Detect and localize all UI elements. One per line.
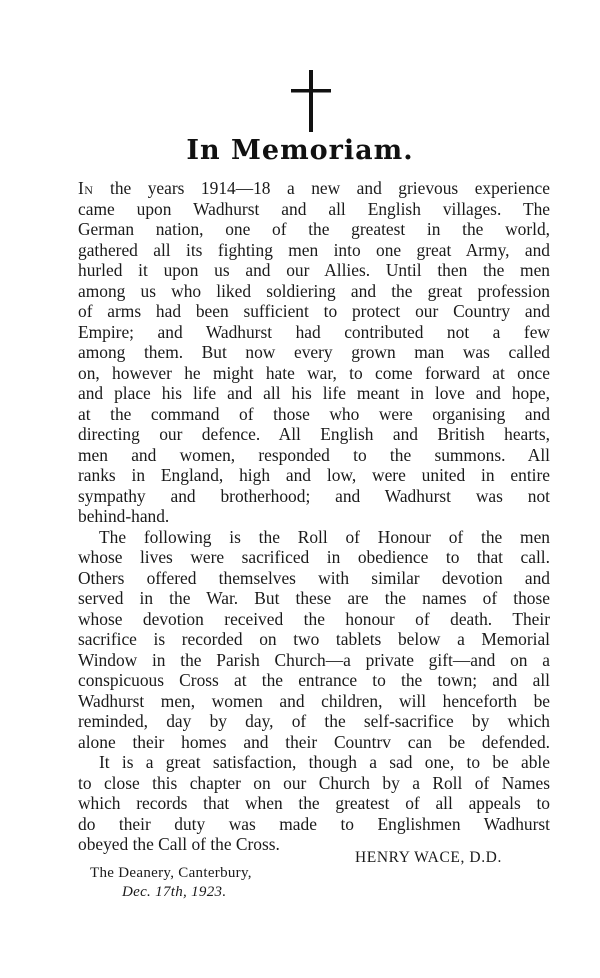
text-line: to close this chapter on our Church by a Roll of Names xyxy=(78,772,550,793)
text-line: do their duty was made to Englishmen Wadhurst xyxy=(78,813,550,834)
page-title: In Memoriam. xyxy=(186,135,414,166)
text-line: whose lives were sacrificed in obedience to that call. xyxy=(78,547,550,567)
text-line: directing our defence. All English and British hearts, xyxy=(78,424,550,444)
text-line: served in the War. But these are the names of those xyxy=(78,588,550,608)
text-line: and place his life and all his life meant in love and hope, xyxy=(78,383,550,403)
text-line: men and women, responded to the summons. All xyxy=(78,444,550,465)
text-line: of arms had been sufficient to protect our Country and xyxy=(78,301,550,321)
line-text: the years 1914—18 a new and grievous experience xyxy=(109,178,550,198)
text-line: among them. But now every grown man was called xyxy=(78,342,550,362)
text-line: It is a great satisfaction, though a sad one, to be able xyxy=(99,752,550,772)
text-line: conspicuous Cross at the entrance to the town; and all xyxy=(78,670,550,690)
text-line: Empire; and Wadhurst had contributed not a few xyxy=(78,321,550,342)
text-line: hurled it upon us and our Allies. Until then the men xyxy=(78,260,550,280)
text-line: sacrifice is recorded on two tablets below a Memorial xyxy=(78,629,550,649)
text-line: came upon Wadhurst and all English villages. The xyxy=(78,198,550,219)
text-line: Others offered themselves with similar devotion and xyxy=(78,567,550,588)
opening-word: In xyxy=(78,178,94,198)
date-line: Dec. 17th, 1923. xyxy=(122,884,227,900)
text-line: obeyed the Call of the Cross. xyxy=(78,834,280,854)
text-line: The following is the Roll of Honour of the men xyxy=(99,526,550,547)
text-line: sympathy and brotherhood; and Wadhurst was not xyxy=(78,485,550,506)
text-line: alone their homes and their Countrv can be defended. xyxy=(78,731,550,752)
text-line: German nation, one of the greatest in the world, xyxy=(78,219,550,239)
text-line: behind-hand. xyxy=(78,506,170,526)
signature: HENRY WACE, D.D. xyxy=(355,849,502,866)
memorial-text xyxy=(78,178,550,855)
text-line: Window in the Parish Church—a private gift—and on a xyxy=(78,649,550,670)
text-line: whose devotion received the honour of death. Their xyxy=(78,608,550,629)
text-line: ranks in England, high and low, were united in entire xyxy=(78,465,550,485)
text-line: at the command of those who were organising and xyxy=(78,403,550,424)
text-line: reminded, day by day, of the self-sacrifice by which xyxy=(78,711,550,731)
place-line: The Deanery, Canterbury, xyxy=(90,865,252,881)
text-line: on, however he might hate war, to come forward at once xyxy=(78,362,550,383)
text-line: among us who liked soldiering and the great profession xyxy=(78,280,550,301)
text-line xyxy=(78,178,550,199)
text-line: which records that when the greatest of all appeals to xyxy=(78,793,550,813)
cross-icon xyxy=(291,70,331,132)
text-line: Wadhurst men, women and children, will henceforth be xyxy=(78,690,550,711)
text-line: gathered all its fighting men into one great Army, and xyxy=(78,239,550,260)
